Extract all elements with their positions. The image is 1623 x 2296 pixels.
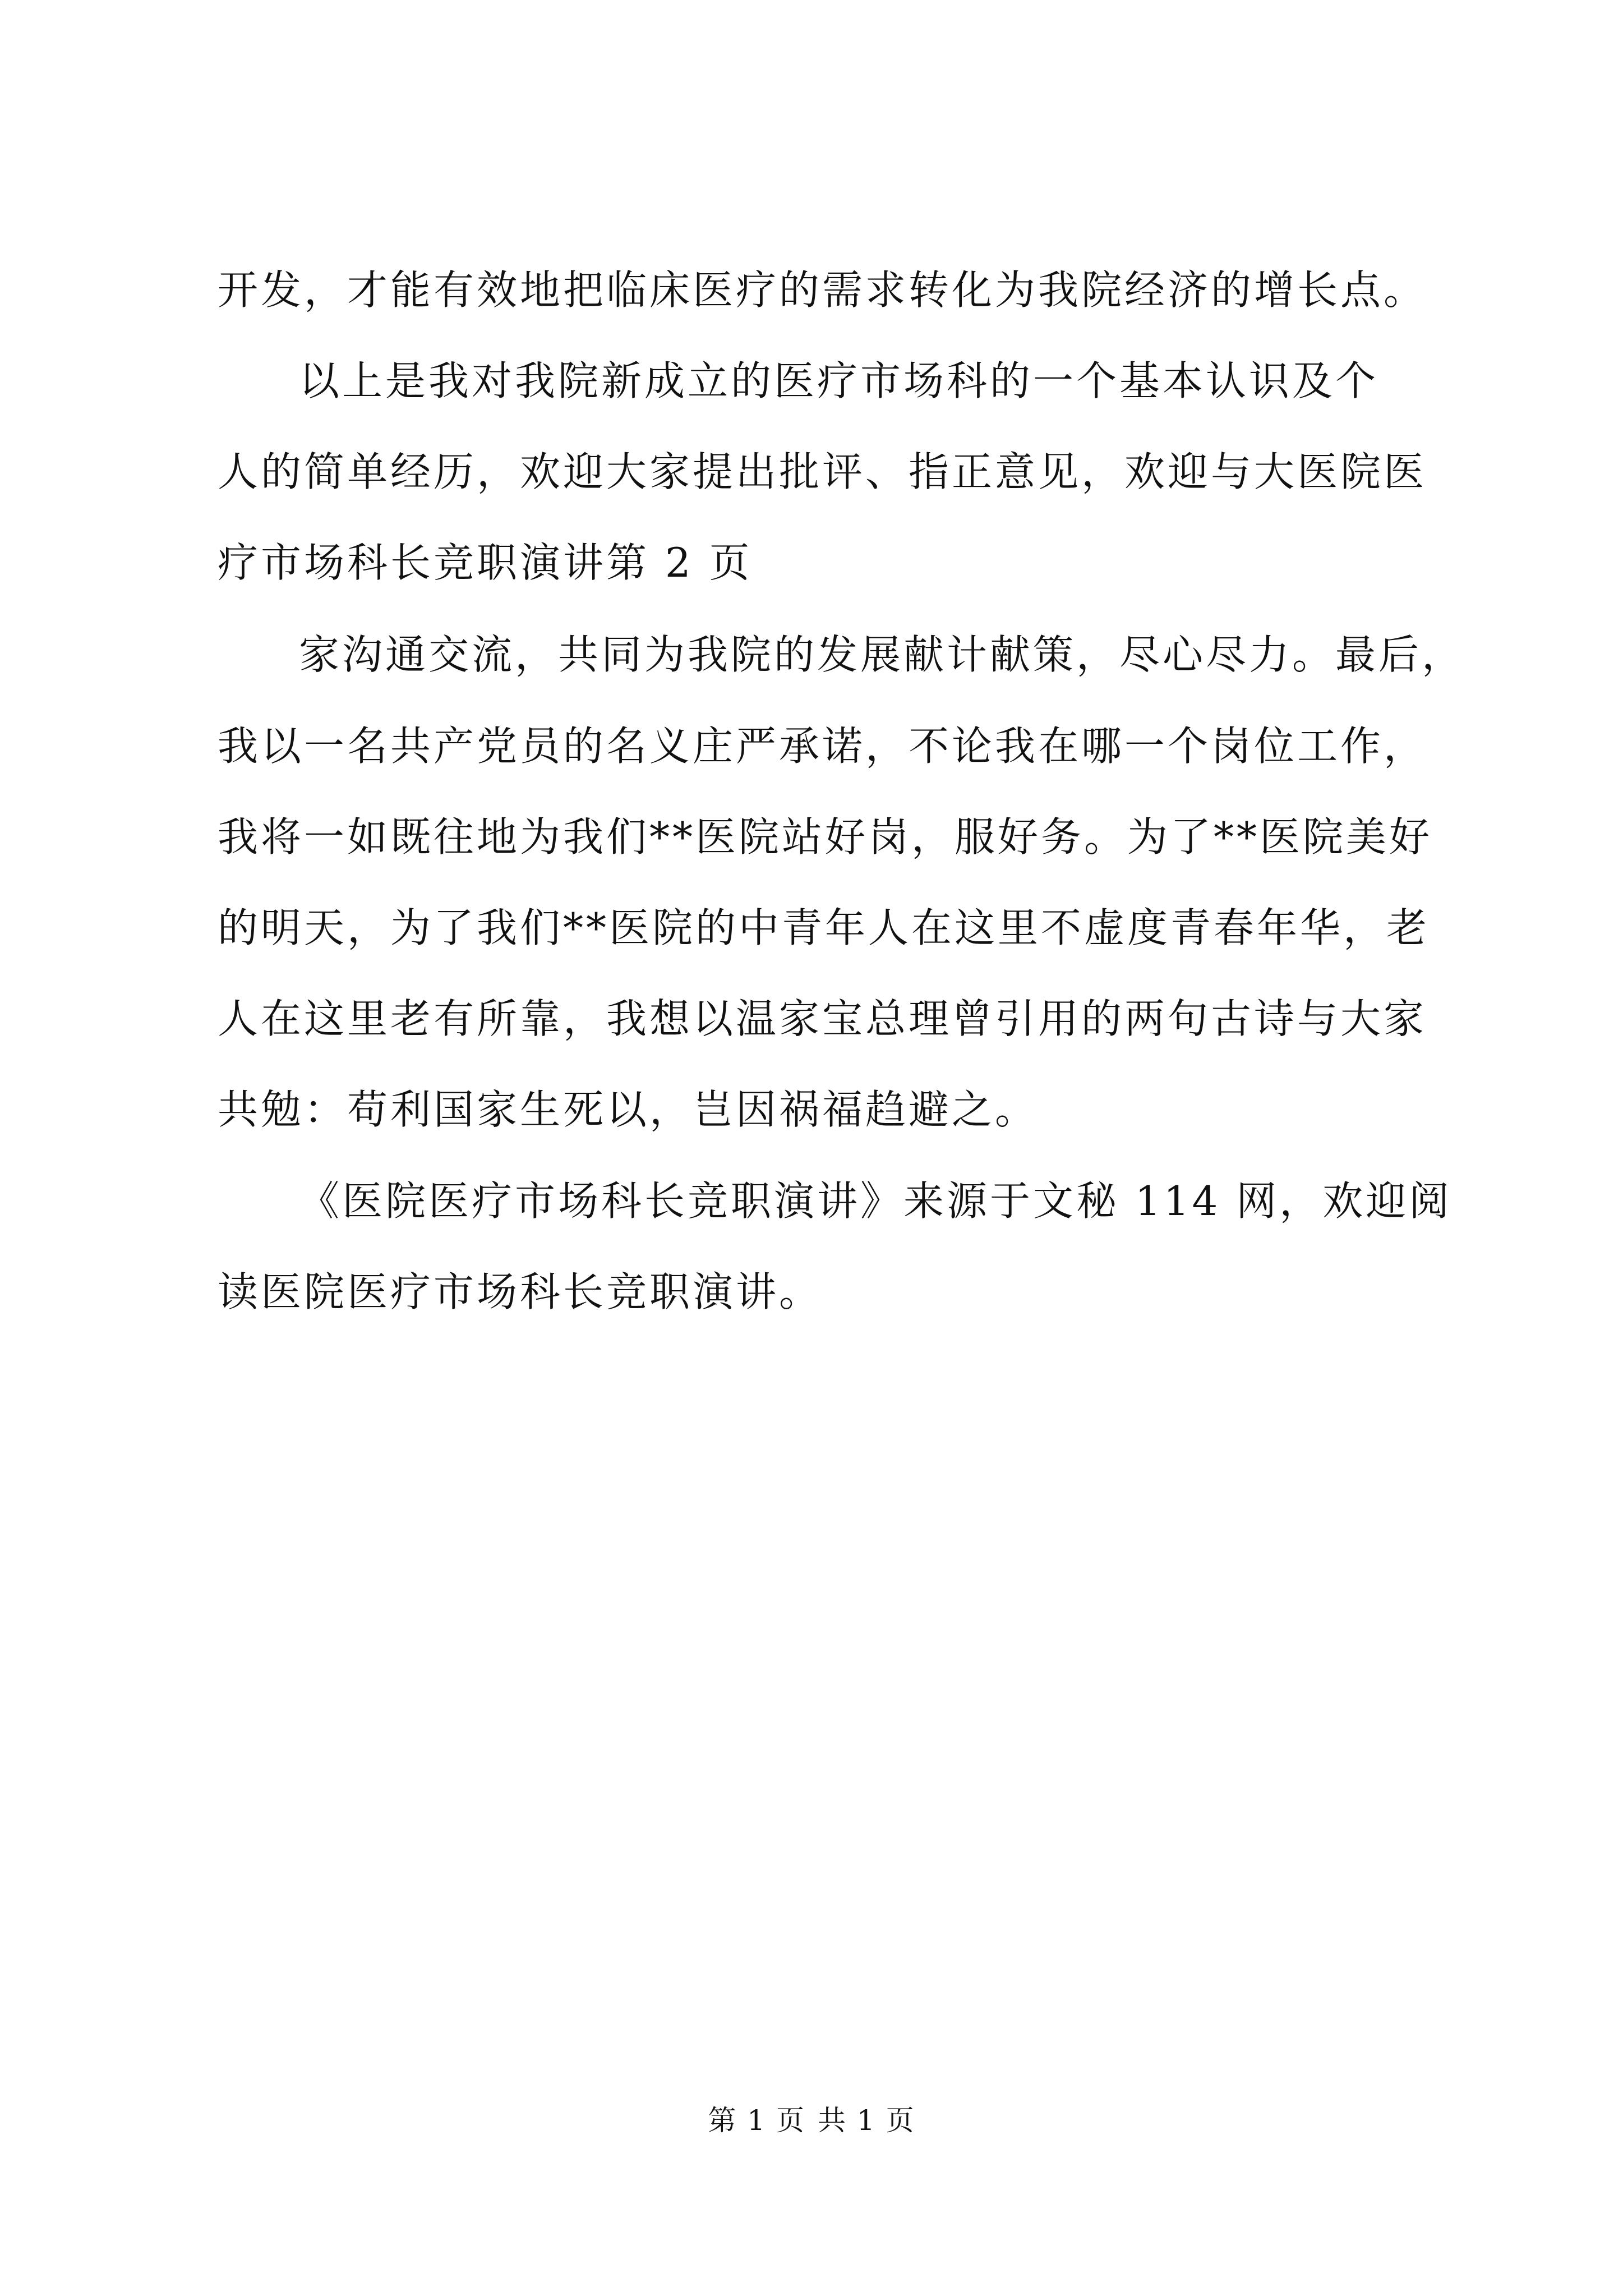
text-line-2: 以上是我对我院新成立的医疗市场科的一个基本认识及个: [299, 357, 1379, 404]
text-line-5: 家沟通交流，共同为我院的发展献计献策，尽心尽力。最后，: [299, 631, 1465, 678]
text-line-11: 《医院医疗市场科长竞职演讲》来源于文秘 114 网，欢迎阅: [299, 1177, 1453, 1225]
text-line-10: 共勉：苟利国家生死以，岂因祸福趋避之。: [218, 1086, 1039, 1133]
text-line-7: 我将一如既往地为我们**医院站好岗，服好务。为了**医院美好: [218, 813, 1433, 861]
page-number: 第 1 页: [708, 2104, 805, 2137]
text-line-6: 我以一名共产党员的名义庄严承诺，不论我在哪一个岗位工作，: [218, 723, 1427, 770]
text-line-4: 疗市场科长竞职演讲第 2 页: [218, 539, 753, 586]
text-line-12: 读医院医疗市场科长竞职演讲。: [218, 1268, 823, 1315]
text-line-9: 人在这里老有所靠，我想以温家宝总理曾引用的两句古诗与大家: [218, 995, 1427, 1042]
text-line-8: 的明天，为了我们**医院的中青年人在这里不虚度青春年华，老: [218, 904, 1430, 951]
text-line-3: 人的简单经历，欢迎大家提出批评、指正意见，欢迎与大医院医: [218, 448, 1427, 495]
page-total: 共 1 页: [818, 2104, 915, 2137]
page-footer: [0, 2098, 1623, 2143]
text-line-1: 开发，才能有效地把临床医疗的需求转化为我院经济的增长点。: [218, 266, 1427, 314]
